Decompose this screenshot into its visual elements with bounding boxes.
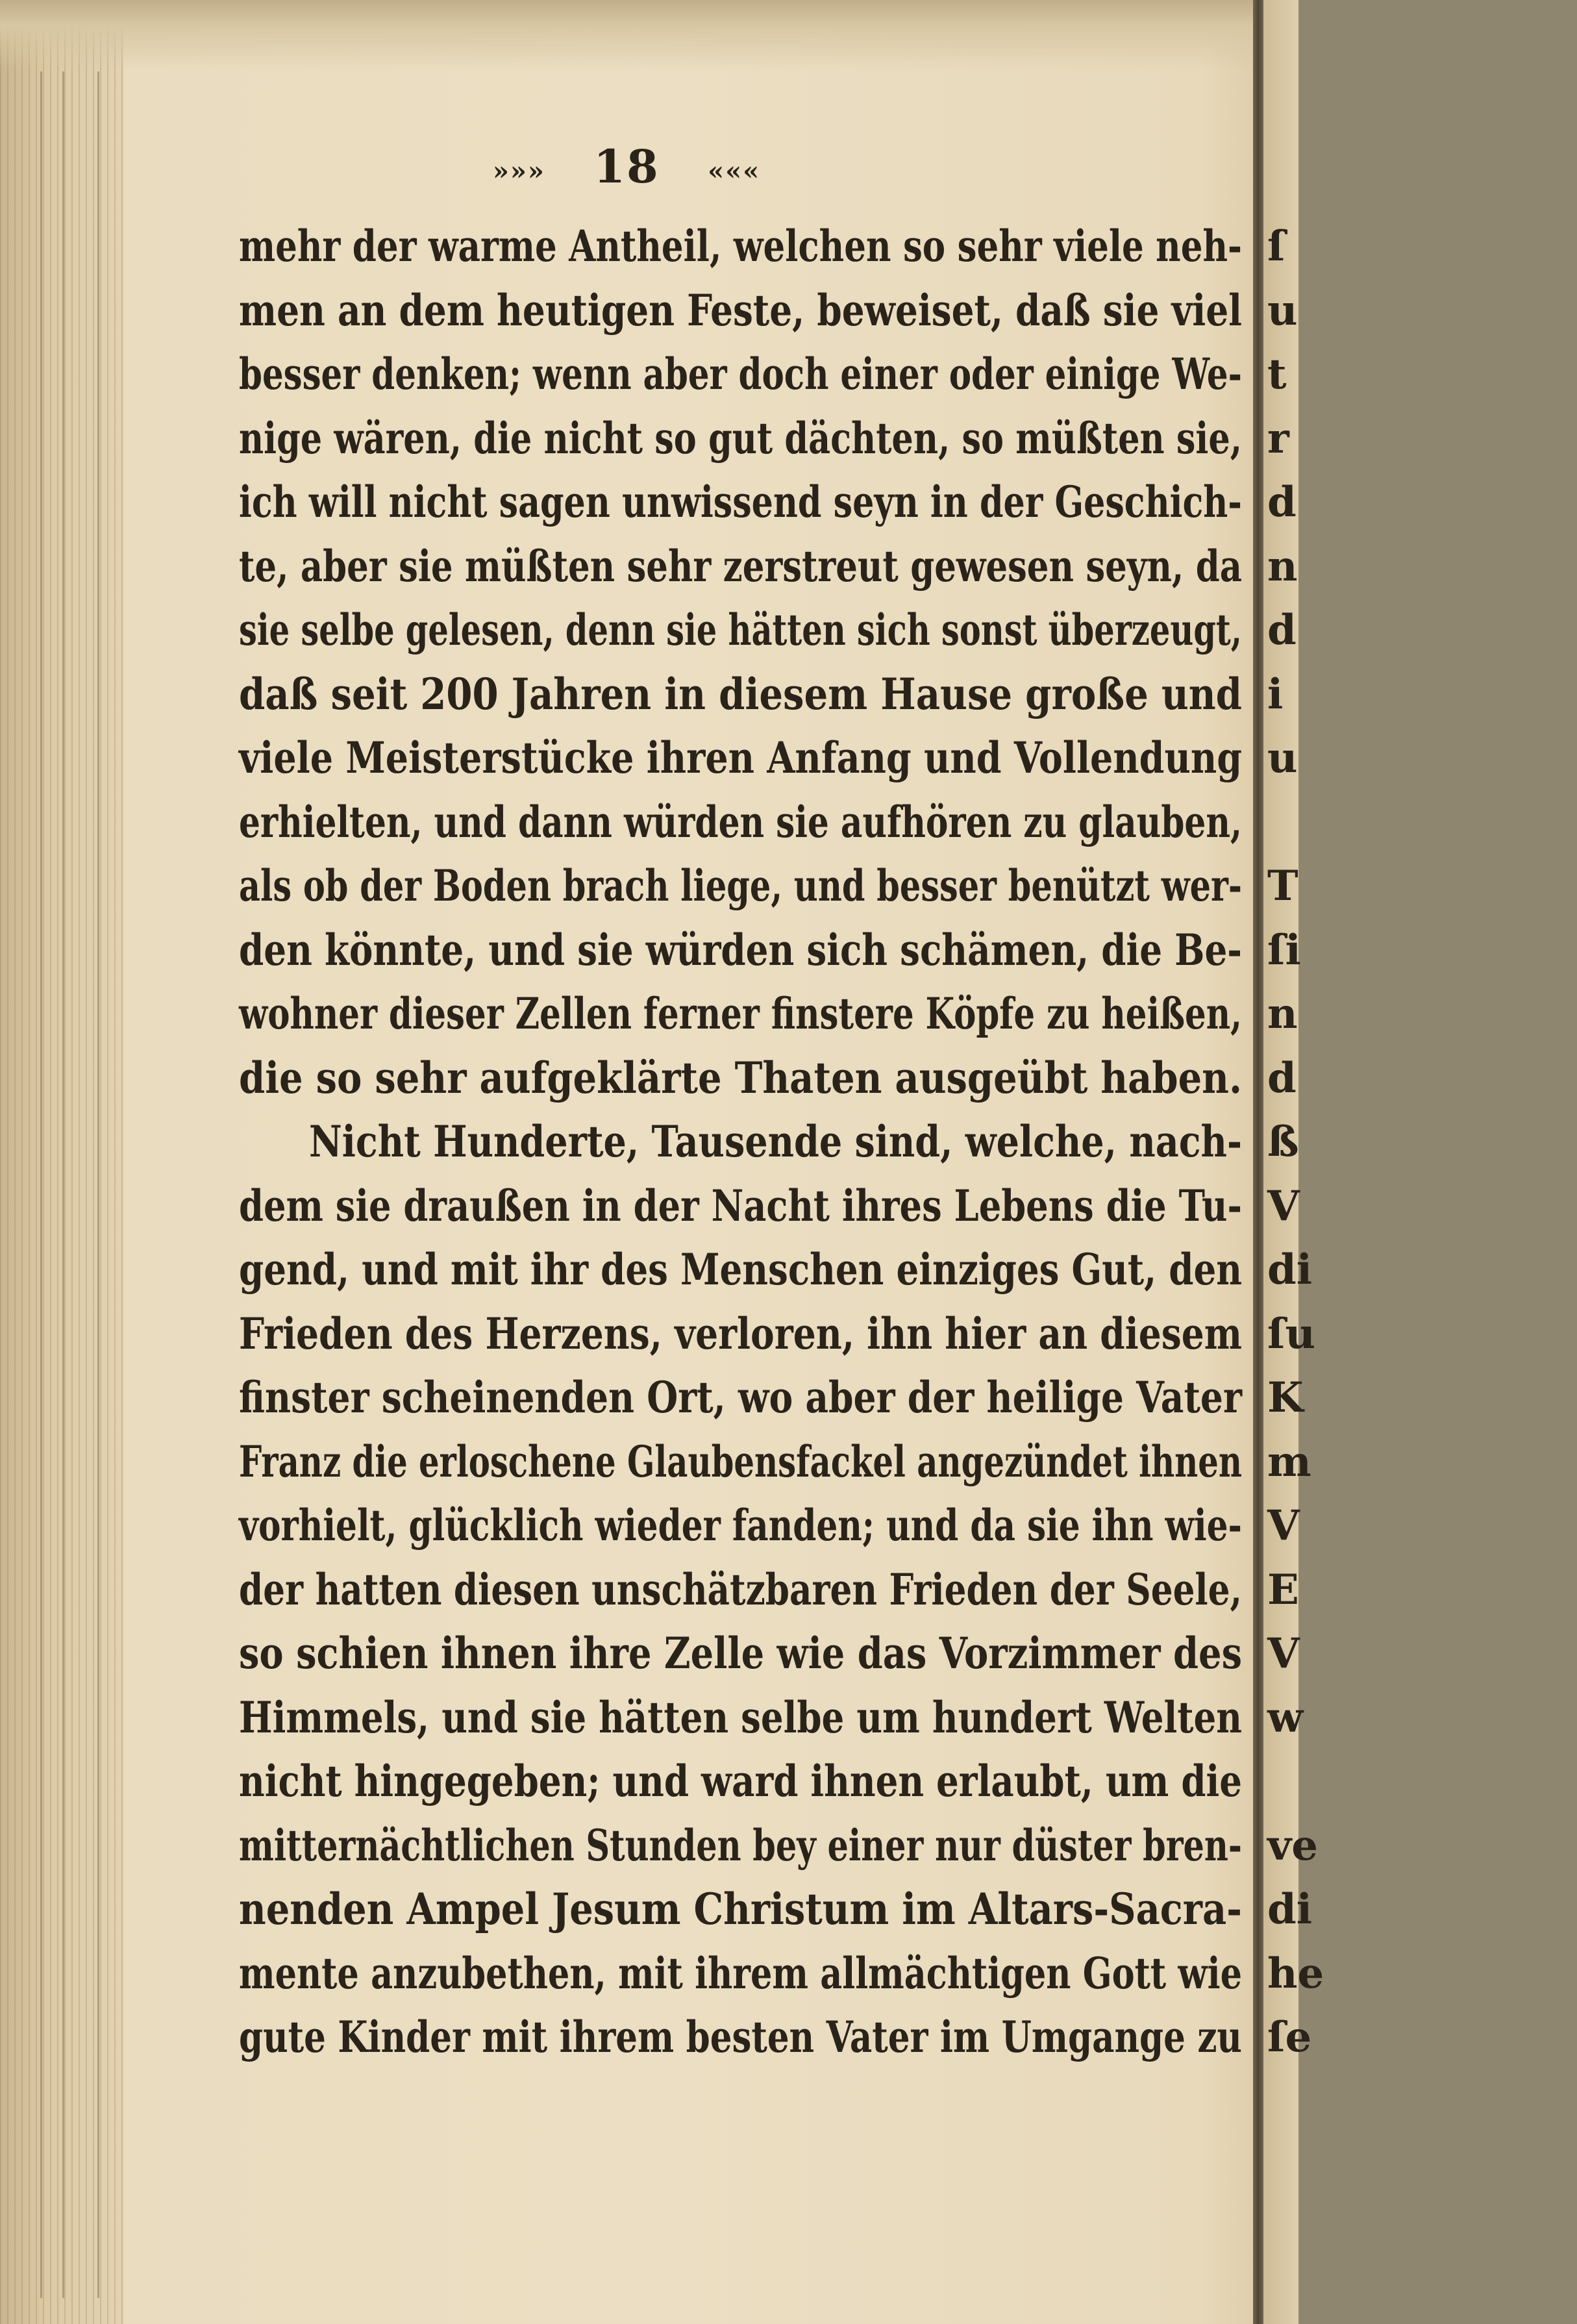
text-line: mehr der warme Antheil, welchen so sehr viele neh-: [239, 221, 1242, 271]
opposite-page-letter: he: [1267, 1949, 1324, 1998]
text-line: Nicht Hunderte, Tausende sind, welche, nach-: [309, 1116, 1242, 1167]
text-line: gend, und mit ihr des Menschen einziges Gut, den: [239, 1244, 1242, 1295]
text-line: erhielten, und dann würden sie aufhören zu glauben,: [239, 796, 1242, 847]
header-ornament-left: »»»: [492, 155, 545, 186]
page-edge-line: [97, 71, 99, 2298]
opposite-page-letter: ſ: [1267, 222, 1285, 271]
text-line: daß seit 200 Jahren in diesem Hause große und: [239, 668, 1242, 719]
text-line: mitternächtlichen Stunden bey einer nur düster bren-: [239, 1819, 1242, 1871]
opposite-page-letter: n: [1267, 542, 1298, 591]
text-line: Franz die erloschene Glaubensfackel angezündet ihnen: [239, 1436, 1242, 1487]
opposite-page-letter: T: [1267, 862, 1298, 910]
opposite-page-fragment: [1263, 0, 1324, 2324]
page-edge-line: [62, 71, 64, 2298]
opposite-page-letter: V: [1267, 1501, 1300, 1550]
text-line: besser denken; wenn aber doch einer oder einige We-: [239, 349, 1242, 399]
opposite-page-letter: V: [1267, 1629, 1300, 1678]
text-line: den könnte, und sie würden sich schämen, die Be-: [239, 924, 1242, 975]
opposite-page-letter: r: [1267, 414, 1289, 463]
text-line: ich will nicht sagen unwissend seyn in der Geschich-: [239, 477, 1242, 527]
book-gutter: [1253, 0, 1263, 2324]
opposite-page-letter: d: [1267, 478, 1297, 527]
opposite-page-letter: E: [1267, 1565, 1299, 1614]
opposite-page-letter: m: [1267, 1437, 1311, 1486]
opposite-page-letter: d: [1267, 1053, 1297, 1103]
opposite-page-letter: t: [1267, 350, 1287, 399]
body-text: [239, 214, 1252, 2069]
opposite-page-letter: di: [1267, 1885, 1313, 1934]
opposite-page-letter: n: [1267, 990, 1298, 1038]
text-line: mente anzubethen, mit ihrem allmächtigen Gott wie: [239, 1947, 1242, 1999]
opposite-page-letter: u: [1267, 734, 1298, 782]
page-header: [0, 140, 1253, 194]
text-line: te, aber sie müßten sehr zerstreut gewesen seyn, da: [239, 540, 1242, 592]
page-number: 18: [593, 140, 660, 194]
text-line: nenden Ampel Jesum Christum im Altars-Sacra-: [239, 1884, 1242, 1934]
opposite-page-letter: ſu: [1267, 1309, 1316, 1358]
header-ornament-right: «««: [708, 155, 761, 186]
text-line: als ob der Boden brach liege, und besser benützt wer-: [239, 860, 1242, 911]
text-line: der hatten diesen unschätzbaren Frieden der Seele,: [239, 1564, 1242, 1615]
opposite-page-letter: V: [1267, 1181, 1300, 1231]
text-line: nicht hingegeben; und ward ihnen erlaubt, um die: [239, 1756, 1242, 1806]
opposite-page-letter: ve: [1267, 1821, 1318, 1870]
text-line: sie selbe gelesen, denn sie hätten sich sonst überzeugt,: [239, 605, 1242, 655]
opposite-page-letter: u: [1267, 286, 1298, 335]
opposite-page-letter: K: [1267, 1373, 1304, 1422]
text-line: wohner dieser Zellen ferner finstere Köpfe zu heißen,: [239, 988, 1242, 1039]
text-line: gute Kinder mit ihrem besten Vater im Umgange zu: [239, 2012, 1242, 2062]
opposite-page-letter: d: [1267, 606, 1297, 655]
text-line: nige wären, die nicht so gut dächten, so müßten sie,: [239, 412, 1242, 464]
page-edges-left: [0, 0, 123, 2324]
top-shadow: [0, 0, 1298, 71]
text-line: dem sie draußen in der Nacht ihres Lebens die Tu-: [239, 1180, 1242, 1231]
opposite-page-letter: ſi: [1267, 925, 1301, 975]
text-line: vorhielt, glücklich wieder fanden; und da sie ihn wie-: [239, 1500, 1242, 1551]
text-line: viele Meisterstücke ihren Anfang und Vollendung: [239, 732, 1242, 783]
opposite-page-letter: i: [1267, 669, 1284, 719]
opposite-page-letter: w: [1267, 1693, 1304, 1742]
page-edge-line: [40, 71, 42, 2298]
text-line: die so sehr aufgeklärte Thaten ausgeübt haben.: [239, 1052, 1242, 1103]
opposite-page-letter: di: [1267, 1245, 1313, 1294]
text-line: Frieden des Herzens, verloren, ihn hier an diesem: [239, 1308, 1242, 1359]
text-line: so schien ihnen ihre Zelle wie das Vorzimmer des: [239, 1628, 1242, 1679]
text-line: men an dem heutigen Feste, beweiset, daß sie viel: [239, 284, 1242, 336]
opposite-page-letter: ß: [1267, 1118, 1299, 1166]
text-line: Himmels, und sie hätten selbe um hundert Welten: [239, 1692, 1242, 1743]
opposite-page-letter: ſe: [1267, 2013, 1312, 2062]
text-line: finster scheinenden Ort, wo aber der heilige Vater: [239, 1372, 1242, 1423]
